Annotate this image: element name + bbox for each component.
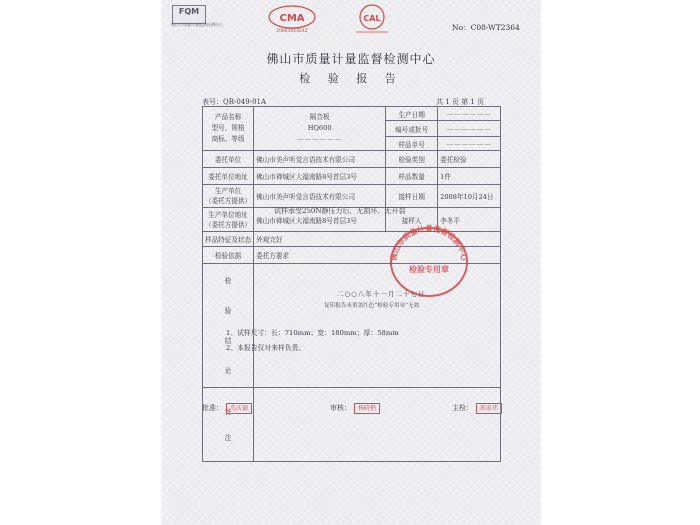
copy-validity-note: 复印报告未重盖红色“检验专用章”无效 bbox=[324, 303, 420, 309]
inspector-signature bbox=[452, 403, 502, 414]
inspection-type-label: 检验类别 bbox=[386, 151, 438, 168]
sample-no-label: 样品单号 bbox=[386, 137, 438, 151]
product-labels-cell bbox=[203, 107, 254, 151]
inspection-type: 委托检验 bbox=[438, 151, 501, 168]
conclusion-label-char: 结 bbox=[224, 336, 232, 345]
table-row bbox=[203, 168, 501, 185]
sample-qty: 1件 bbox=[438, 168, 501, 185]
table-row bbox=[203, 151, 501, 168]
producer-label: 生产单位 bbox=[214, 187, 242, 195]
serial-value: —————— bbox=[438, 121, 501, 137]
client-value: 佛山市美声听觉言语技术有限公司 bbox=[254, 151, 386, 168]
inspector-stamp: 郭家伟 bbox=[476, 403, 502, 414]
conclusion-result: 试样承受250N静压力后，无损坏、无开裂 bbox=[274, 207, 406, 215]
cal-logo-icon bbox=[350, 3, 394, 35]
approver-stamp: 冼沃德 bbox=[226, 403, 252, 414]
fqm-logo: FQM bbox=[172, 5, 206, 24]
model-label: 型号、规格 bbox=[211, 124, 245, 132]
brand-label: 商标、等级 bbox=[211, 135, 245, 143]
product-name: 隔音板 bbox=[309, 113, 330, 121]
svg-text:佛山市质量计量监督检测中心 bbox=[388, 223, 470, 262]
reviewer-label: 审核： bbox=[330, 404, 351, 412]
remarks-line: 2、本报告仅对来样负责。 bbox=[226, 344, 306, 352]
remarks-label-char: 注 bbox=[224, 433, 232, 442]
producer-address-label-note: （委托方提供） bbox=[205, 220, 252, 229]
cal-logo-text: CAL bbox=[363, 14, 381, 23]
organization-title: 佛山市质量计量监督检测中心 bbox=[266, 52, 436, 66]
receive-date-label: 接样日期 bbox=[386, 185, 438, 208]
basis-value: 委托方要求 bbox=[254, 247, 501, 264]
producer-address-label: 生产单位地址 bbox=[208, 210, 248, 219]
production-date-label: 生产日期 bbox=[386, 107, 438, 121]
table-row bbox=[203, 107, 501, 121]
remarks-label-char: 备 bbox=[224, 407, 232, 416]
sample-feature-label: 样品特征及状态 bbox=[203, 232, 254, 247]
page-info: 共 1 页 第 1 页 bbox=[436, 98, 485, 106]
conclusion-label-char: 验 bbox=[224, 306, 232, 315]
client-address: 佛山市禅城区大福南路8号首层3号 bbox=[254, 168, 386, 185]
cma-logo-text: CMA bbox=[279, 13, 305, 24]
brand-value: —————— bbox=[296, 135, 343, 143]
producer-value: 佛山市美声听觉言语技术有限公司 bbox=[254, 185, 386, 208]
approver-signature bbox=[202, 403, 252, 414]
seal-text: 佛山市质量计量监督检测中心 bbox=[389, 224, 469, 262]
conclusion-date: 二○○八年十一月二十七日 bbox=[337, 290, 426, 298]
reviewer-stamp: 杨晓楷 bbox=[354, 403, 380, 414]
product-name-label: 产品名称 bbox=[214, 113, 242, 121]
report-number: No：C08-WT2364 bbox=[452, 23, 520, 32]
receive-date: 2008年10月24日 bbox=[438, 185, 501, 208]
sample-no: —————— bbox=[438, 137, 501, 151]
client-label: 委托单位 bbox=[203, 151, 254, 168]
product-values-cell bbox=[254, 107, 386, 151]
approver-label: 批准： bbox=[202, 404, 223, 412]
producer-label-cell bbox=[203, 185, 254, 208]
production-date: —————— bbox=[438, 107, 501, 121]
model-value: HQ600 bbox=[307, 124, 332, 132]
inspection-seal-icon bbox=[384, 220, 474, 300]
sample-feature: 外观完好 bbox=[254, 232, 501, 247]
remarks-text bbox=[226, 326, 399, 356]
inspector-label: 主检： bbox=[452, 404, 473, 412]
basis-label: 检验依据 bbox=[203, 247, 254, 264]
producer-label-note: （委托方提供） bbox=[205, 197, 252, 205]
document-title: 检 验 报 告 bbox=[299, 72, 403, 85]
table-row bbox=[203, 185, 501, 208]
producer-address-label-cell bbox=[203, 208, 254, 232]
receiver-label: 接样人 bbox=[386, 208, 438, 232]
client-address-label: 委托单位地址 bbox=[203, 168, 254, 185]
cma-number: 2006191324Z bbox=[276, 29, 308, 34]
serial-label: 编号或批号 bbox=[386, 121, 438, 137]
form-number: 表号：QR-049-01A bbox=[202, 98, 267, 106]
seal-center-text: 检验专用章 bbox=[409, 264, 449, 274]
producer-address: 佛山市禅城区大福南路8号首层3号 bbox=[254, 208, 386, 232]
inspection-report-sheet bbox=[162, 0, 540, 525]
table-row bbox=[203, 388, 501, 462]
sample-qty-label: 样品数量 bbox=[386, 168, 438, 185]
remarks-line: 1、试样尺寸：长：710mm；宽：180mm；厚：58mm bbox=[226, 329, 399, 337]
reviewer-signature bbox=[330, 403, 380, 414]
fqm-logo-subtitle: 佛山市质量计量监督检测中心 bbox=[171, 22, 223, 27]
conclusion-label-char: 检 bbox=[224, 276, 232, 285]
remarks-label bbox=[203, 388, 254, 462]
conclusion-label-char: 论 bbox=[224, 366, 232, 375]
cma-logo-icon bbox=[267, 4, 317, 34]
remarks-cell bbox=[254, 388, 501, 462]
receiver-value: 李冬平 bbox=[438, 208, 501, 232]
